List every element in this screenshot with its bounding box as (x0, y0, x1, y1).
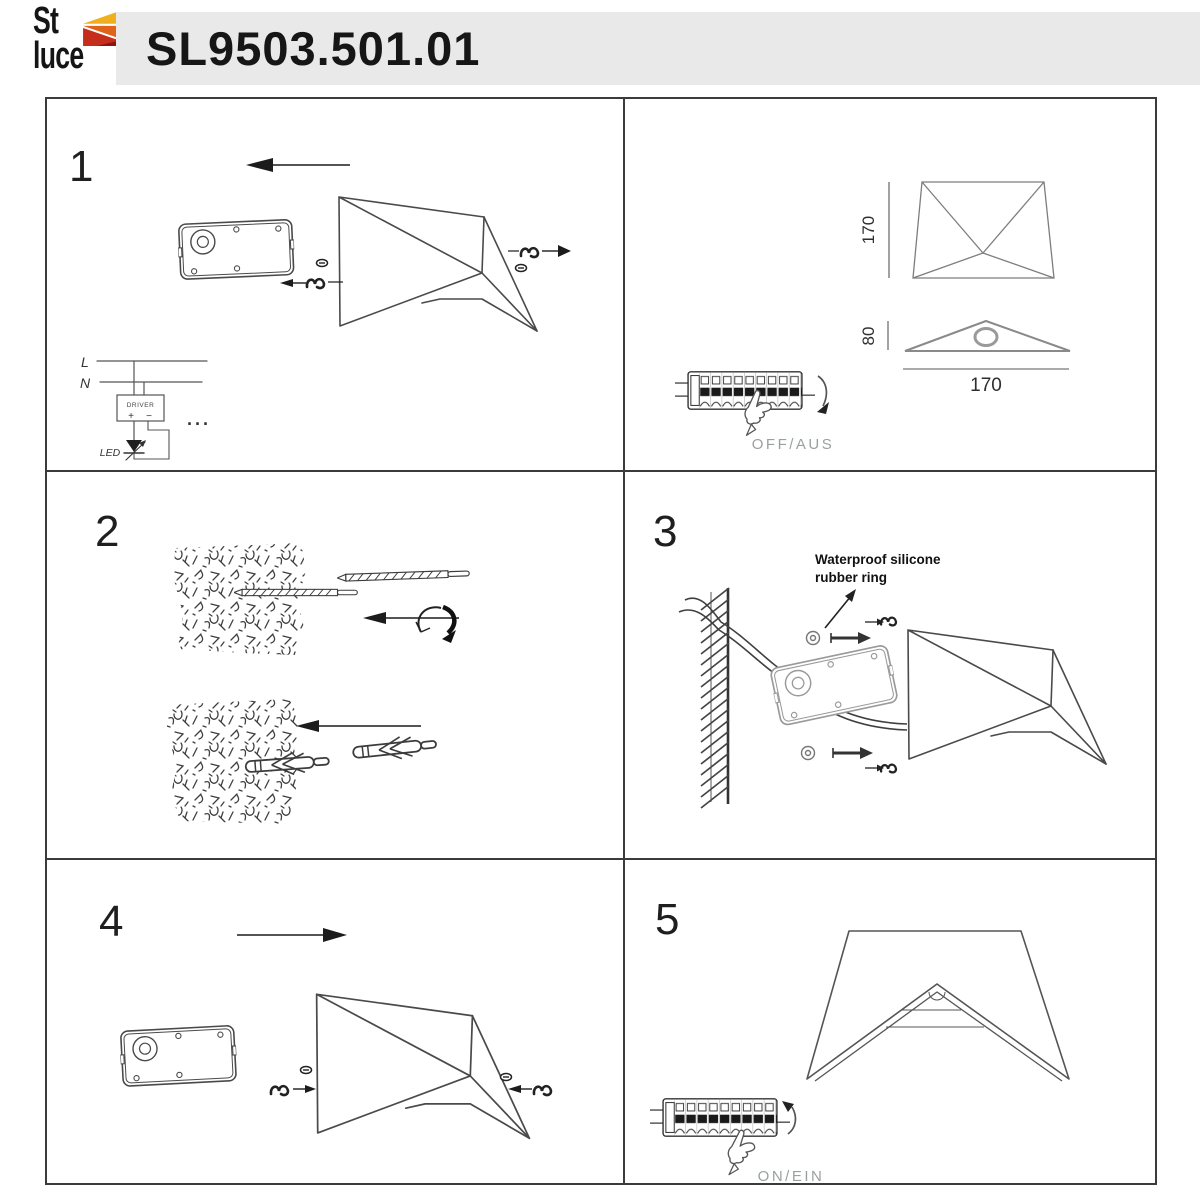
mounting-plate (768, 644, 899, 726)
logo-mark-icon (81, 11, 119, 47)
logo-line1: St (33, 0, 59, 42)
step3-illustration (625, 472, 1155, 858)
title-bar (116, 12, 1200, 85)
step2-illustration (47, 472, 623, 858)
power-off-label: OFF/AUS (751, 436, 835, 453)
live-label: L (81, 354, 89, 370)
step5-number: 5 (655, 895, 680, 944)
logo-text (33, 0, 84, 77)
wall-section (701, 588, 729, 808)
width-dim: 170 (970, 375, 1002, 396)
panel-step3 (625, 472, 1155, 860)
product-code: SL9503.501.01 (146, 22, 481, 75)
wall-texture (174, 543, 306, 655)
lamp-shade (317, 994, 530, 1138)
fixing-screw-bottom-icon (833, 747, 896, 772)
arrow-left-icon (246, 158, 350, 172)
wall-anchor-icon (352, 733, 437, 763)
panel-step1 (47, 99, 625, 472)
anchor-direction-arrow-icon (296, 720, 421, 732)
step5-illustration (625, 860, 1155, 1183)
minus-label: − (146, 411, 152, 422)
depth-dim: 80 (859, 326, 878, 346)
dimensions-illustration (625, 99, 1155, 470)
front-view-drawing (913, 182, 1054, 278)
power-on-label: ON/EIN (757, 1168, 825, 1183)
screw-right-icon (508, 245, 571, 272)
led-label: LED (99, 447, 121, 459)
step3-number: 3 (653, 507, 678, 556)
plus-label: + (128, 411, 134, 422)
circuit-breaker (650, 1099, 790, 1136)
step4-illustration (47, 860, 623, 1183)
switch-on-arrow-icon (782, 1101, 795, 1134)
ellipsis-label: ··· (187, 414, 211, 434)
stluce-logo (33, 0, 121, 86)
step1-number: 1 (69, 142, 94, 191)
lamp-shade (339, 197, 537, 331)
mounting-plate (177, 219, 295, 279)
waterproof-note-line2: rubber ring (815, 570, 888, 585)
led-diode-icon (126, 440, 142, 452)
panel-step4 (47, 860, 625, 1183)
drill-direction-arrow-icon (363, 607, 459, 643)
step1-illustration (47, 99, 623, 470)
logo-line2: luce (33, 34, 84, 77)
mounting-plate (119, 1025, 238, 1086)
screw-left-icon (271, 1067, 316, 1096)
waterproof-note-line1: Waterproof silicone (815, 552, 941, 567)
driver-label: DRIVER (126, 402, 155, 409)
mounted-lamp (807, 931, 1069, 1081)
panel-dimensions (625, 99, 1155, 472)
wiring-diagram (80, 354, 211, 460)
drill-bit-icon (234, 589, 357, 595)
neutral-label: N (80, 375, 91, 391)
arrow-right-icon (237, 928, 347, 942)
steps-grid (45, 97, 1157, 1185)
annotation-arrow-icon (825, 589, 856, 628)
fixing-screw-top-icon (831, 618, 896, 644)
panel-step5 (625, 860, 1155, 1183)
lamp-shade (908, 630, 1106, 764)
switch-off-arrow-icon (817, 376, 829, 414)
step2-number: 2 (95, 507, 120, 556)
panel-step2 (47, 472, 625, 860)
bottom-view-drawing (905, 321, 1070, 351)
front-height-dim: 170 (859, 215, 878, 245)
circuit-breaker (675, 372, 815, 409)
step4-number: 4 (99, 897, 124, 946)
drill-bit-icon (337, 570, 469, 581)
